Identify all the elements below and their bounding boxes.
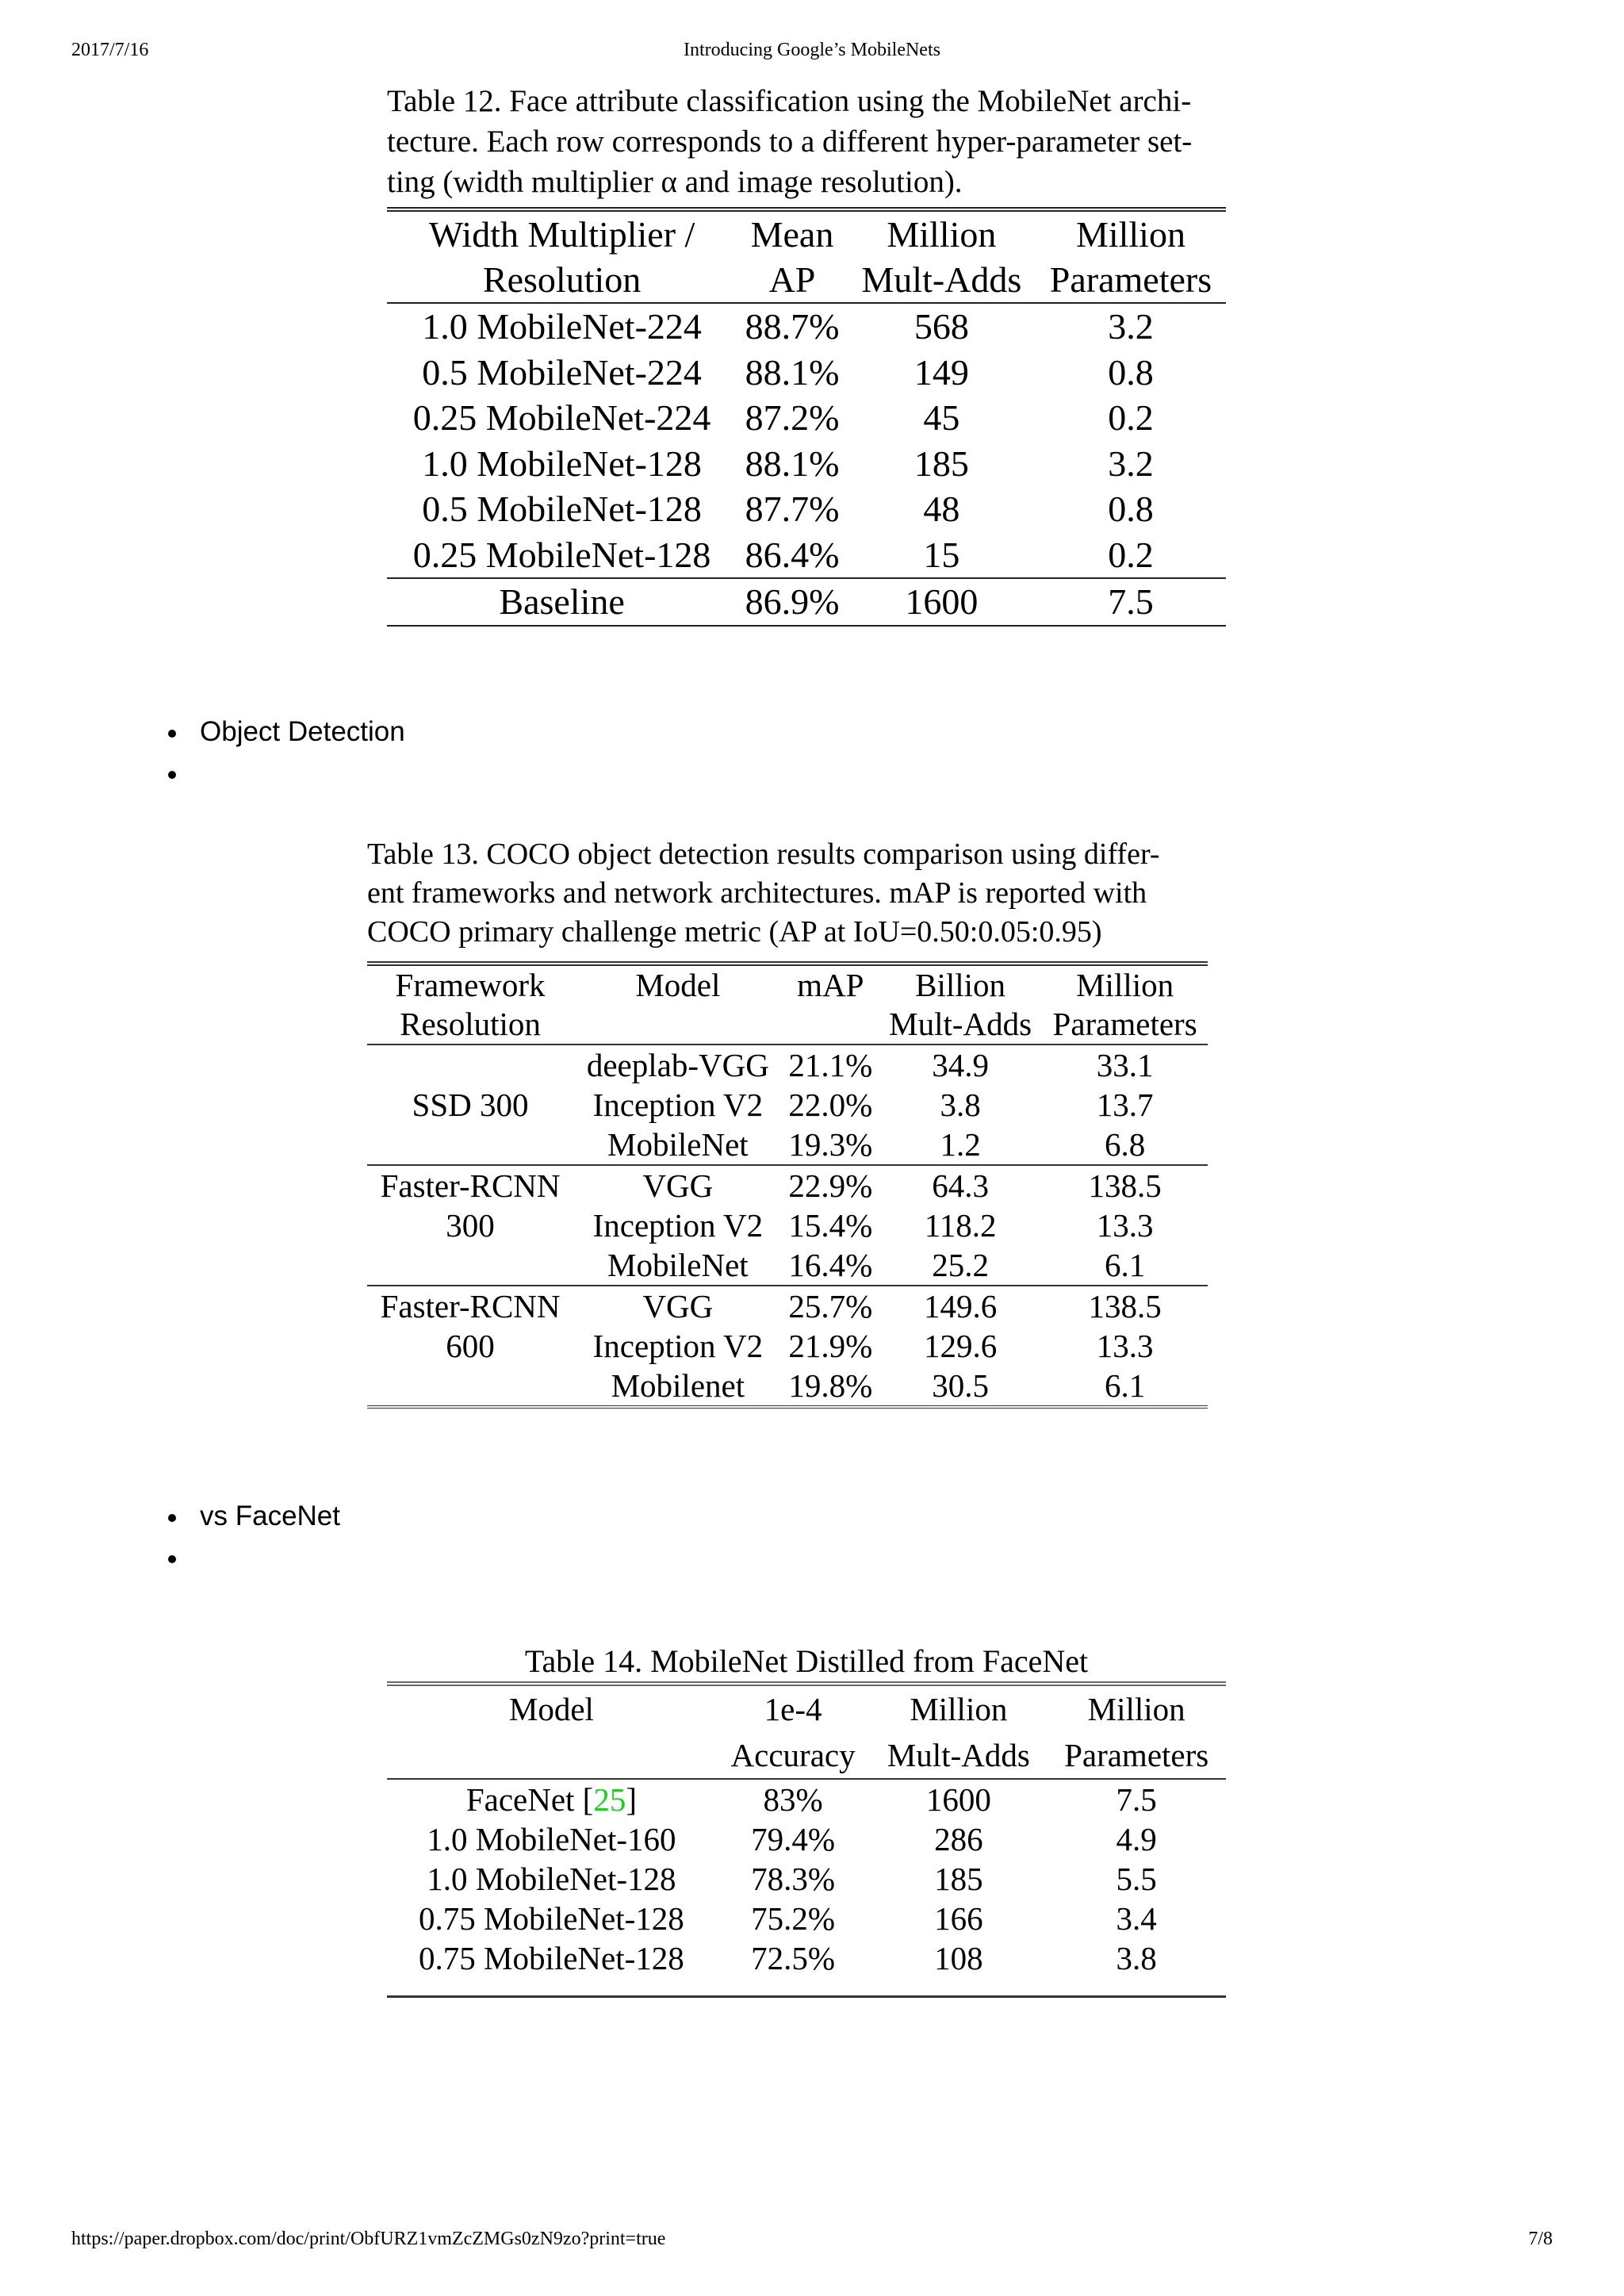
table-row: 1.0 MobileNet-160 79.4% 286 4.9 (427, 1821, 1157, 1857)
table-13 (367, 961, 1208, 1409)
table-row: 0.5 MobileNet-224 88.1% 149 0.8 (422, 351, 1154, 393)
list-item (167, 753, 405, 794)
table-row: MobileNet 16.4% 25.2 6.1 (607, 1247, 1146, 1283)
table-row: 0.75 MobileNet-128 72.5% 108 3.8 (387, 1938, 1226, 1997)
print-date: 2017/7/16 (71, 40, 149, 60)
table-row: 0.25 MobileNet-128 86.4% 15 0.2 (412, 534, 1154, 575)
table-row-baseline: Baseline 86.9% 1600 7.5 (387, 578, 1226, 626)
table-12-figure (387, 81, 1226, 627)
citation-link[interactable]: 25 (593, 1781, 626, 1818)
table-14-caption: Table 14. MobileNet Distilled from FaceNet (387, 1642, 1226, 1686)
table-13-caption: Table 13. COCO object detection results comparison using differ- ent frameworks and network architectures. mAP is reported with COCO primary challenge metric (AP at IoU=0.50:0.05:0.95) (367, 838, 1160, 949)
table-row: 0.25 MobileNet-224 87.2% 45 0.2 (412, 397, 1154, 438)
list-item (167, 1537, 340, 1578)
table-row: Mobilenet 19.8% 30.5 6.1 (367, 1366, 1208, 1407)
table-row: 1.0 MobileNet-224 88.7% 568 3.2 (387, 303, 1226, 350)
document-title: Introducing Google’s MobileNets (684, 40, 940, 60)
table-row-facenet: FaceNet [25] 83% 1600 7.5 (387, 1779, 1226, 1819)
table-14-figure (387, 1642, 1226, 1998)
table-row: 300 Inception V2 15.4% 118.2 13.3 (446, 1207, 1154, 1244)
table-row: 0.75 MobileNet-128 75.2% 166 3.4 (418, 1900, 1157, 1937)
table-header-row: Model 1e-4 Accuracy Million Mult-Adds Million Parameters (508, 1691, 1209, 1773)
table-12-caption: Table 12. Face attribute classification using the MobileNet archi- tecture. Each row corresponds to a different hyper-parameter set- ting (width multiplier α and image resolution). (387, 84, 1193, 199)
bullet-list-facenet (167, 1496, 340, 1578)
table-row: MobileNet 19.3% 1.2 6.8 (607, 1126, 1146, 1163)
table-row: SSD 300 Inception V2 22.0% 3.8 13.7 (412, 1087, 1154, 1123)
bullet-list-object-detection (167, 711, 405, 794)
table-row: 600 Inception V2 21.9% 129.6 13.3 (446, 1328, 1154, 1364)
table-14 (387, 1686, 1226, 1998)
table-row: 1.0 MobileNet-128 78.3% 185 5.5 (427, 1861, 1157, 1897)
table-row: deeplab-VGG 21.1% 34.9 33.1 (367, 1045, 1208, 1085)
table-row: Faster-RCNN VGG 22.9% 64.3 138.5 (367, 1165, 1208, 1205)
print-url: https://paper.dropbox.com/doc/print/ObfURZ1vmZcZMGs0zN9zo?print=true (71, 2229, 666, 2249)
table-12 (387, 207, 1226, 627)
table-row: Faster-RCNN VGG 25.7% 149.6 138.5 (367, 1286, 1208, 1326)
table-row: 0.5 MobileNet-128 87.7% 48 0.8 (422, 489, 1154, 529)
list-item: vs FaceNet (167, 1496, 340, 1537)
table-row: 1.0 MobileNet-128 88.1% 185 3.2 (422, 443, 1154, 484)
table-13-figure (367, 835, 1208, 1409)
list-item: Object Detection (167, 711, 405, 753)
table-header-row: Width Multiplier / Resolution Mean AP Million Mult-Adds Million Parameters (428, 214, 1212, 300)
page-number: 7/8 (1528, 2229, 1553, 2249)
table-header-row: Framework Resolution Model mAP Billion Mult-Adds Million Parameters (395, 967, 1197, 1042)
